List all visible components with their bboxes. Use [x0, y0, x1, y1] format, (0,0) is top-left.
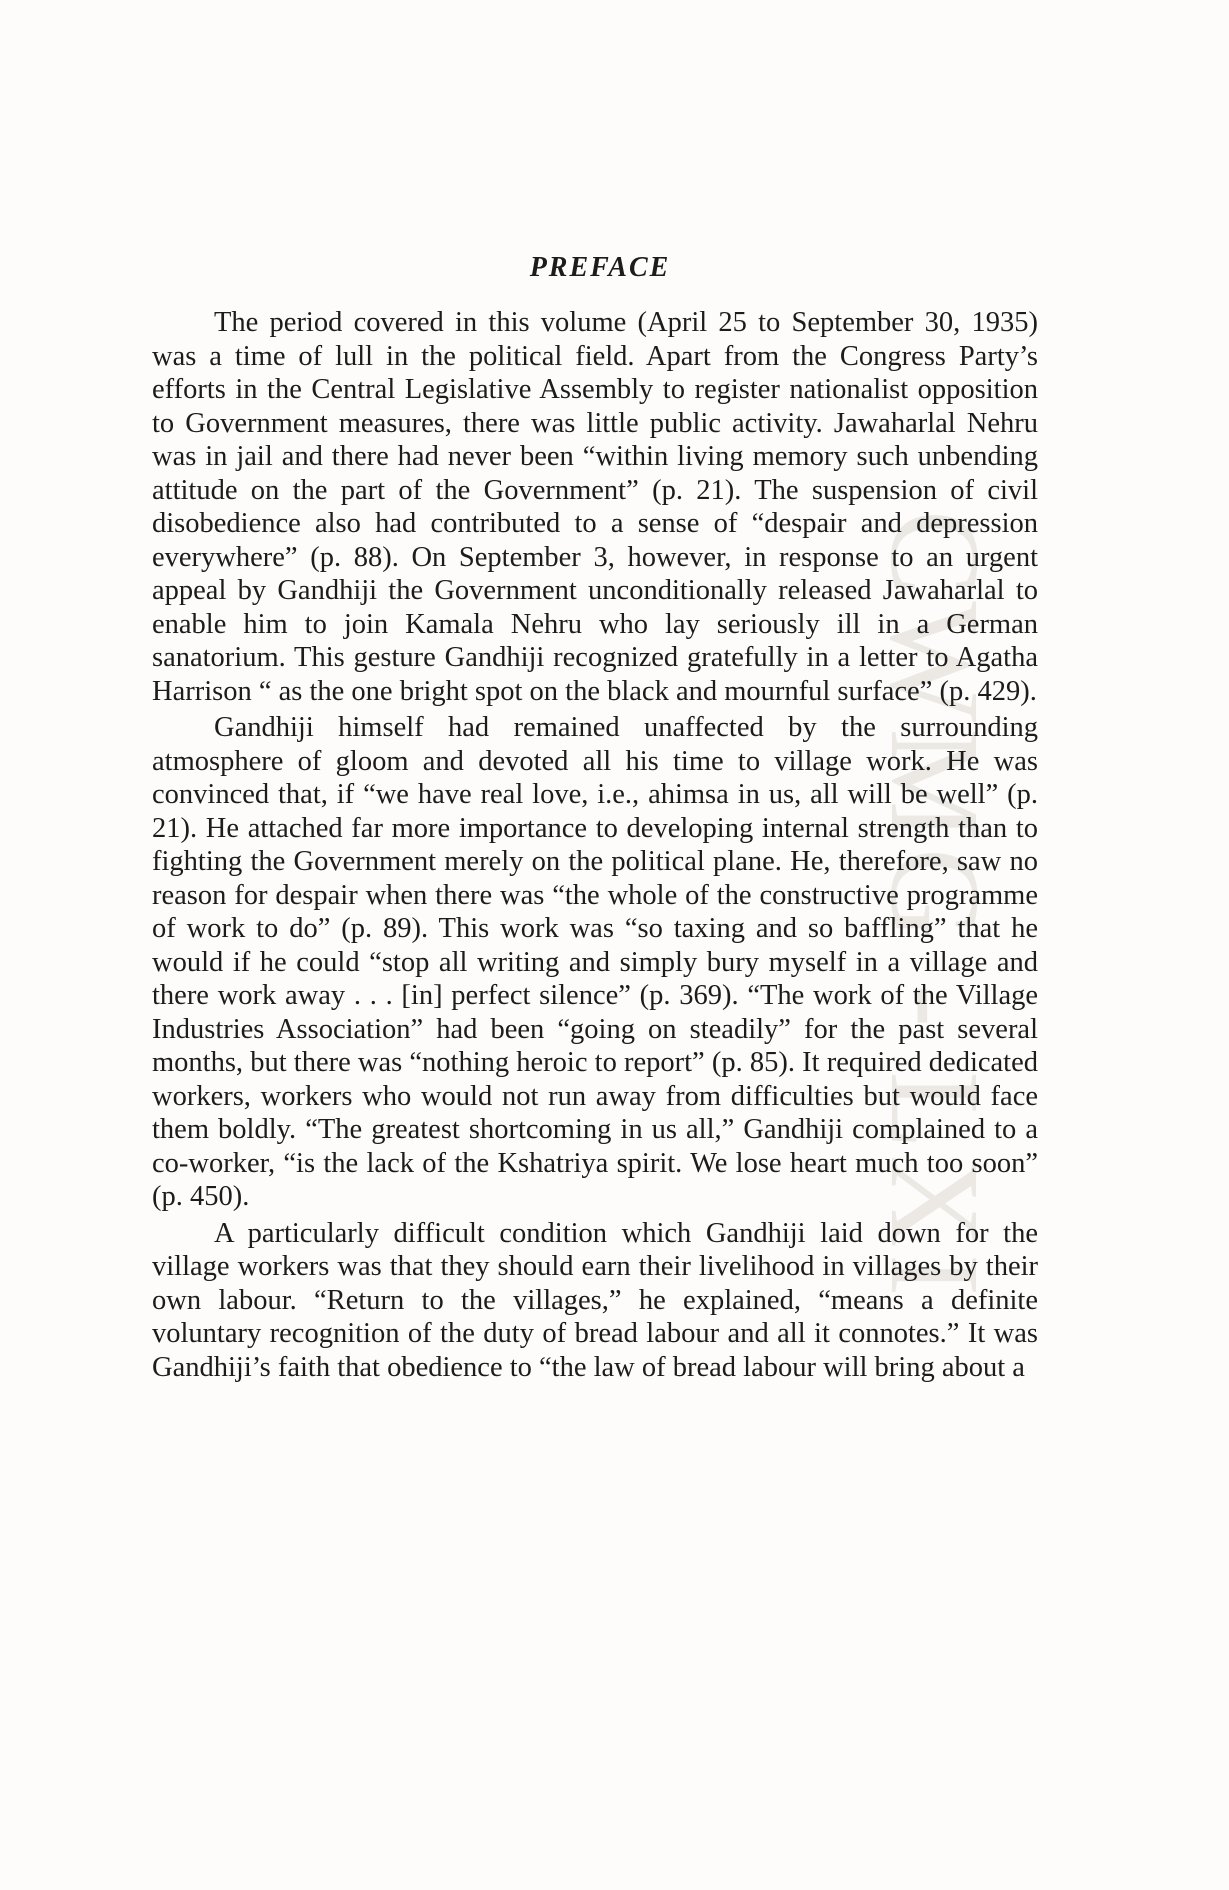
paragraph-1: The period covered in this volume (April 25 to September 30, 1935) was a time of lull in the political field. Apart from the Congress Party’s efforts in the Central Legislative Assembly to register nationalist opposition to Government measures, there was little public activity. Jawaharlal Nehru was in jail and there had never been “within living memory such unbending attitude on the part of the Government” (p. 21). The suspension of civil disobedience also had contributed to a sense of “despair and depression everywhere” (p. 88). On September 3, however, in response to an urgent appeal by Gandhiji the Government unconditionally released Jawaharlal to enable him to join Kamala Nehru who lay seriously ill in a German sanatorium. This gesture Gandhiji recognized gratefully in a letter to Agatha Harrison “ as the one bright spot on the black and mournful surface” (p. 429).	[152, 307, 1038, 707]
page-title: PREFACE	[529, 252, 671, 283]
paragraph-3: A particularly difficult condition which Gandhiji laid down for the village workers was that they should earn their livelihood in villages by their own labour. “Return to the villages,” he explained, “means a definite voluntary recognition of the duty of bread labour and all it connotes.” It was Gandhiji’s faith that obedience to “the law of bread labour will bring about a	[152, 1217, 1038, 1383]
watermark-text: CWMG - LXI	[864, 510, 1006, 1303]
paragraph-2: Gandhiji himself had remained unaffected by the surrounding atmosphere of gloom and devoted all his time to village work. He was convinced that, if “we have real love, i.e., ahimsa in us, all will be well” (p. 21). He attached far more importance to developing internal strength than to fighting the Government merely on the political plane. He, therefore, saw no reason for despair when there was “the whole of the constructive programme of work to do” (p. 89). This work was “so taxing and so baffling” that he would if he could “stop all writing and simply bury myself in a village and there work away . . . [in] perfect silence” (p. 369). “The work of the Village Industries Association” had been “going on steadily” for the past several months, but there was “nothing heroic to report” (p. 85). It required dedicated workers, workers who would not run away from difficulties but would face them boldly. “The greatest shortcoming in us all,” Gandhiji complained to a co-worker, “is the lack of the Kshatriya spirit. We lose heart much too soon” (p. 450).	[152, 712, 1038, 1212]
body-text	[152, 306, 1038, 1384]
